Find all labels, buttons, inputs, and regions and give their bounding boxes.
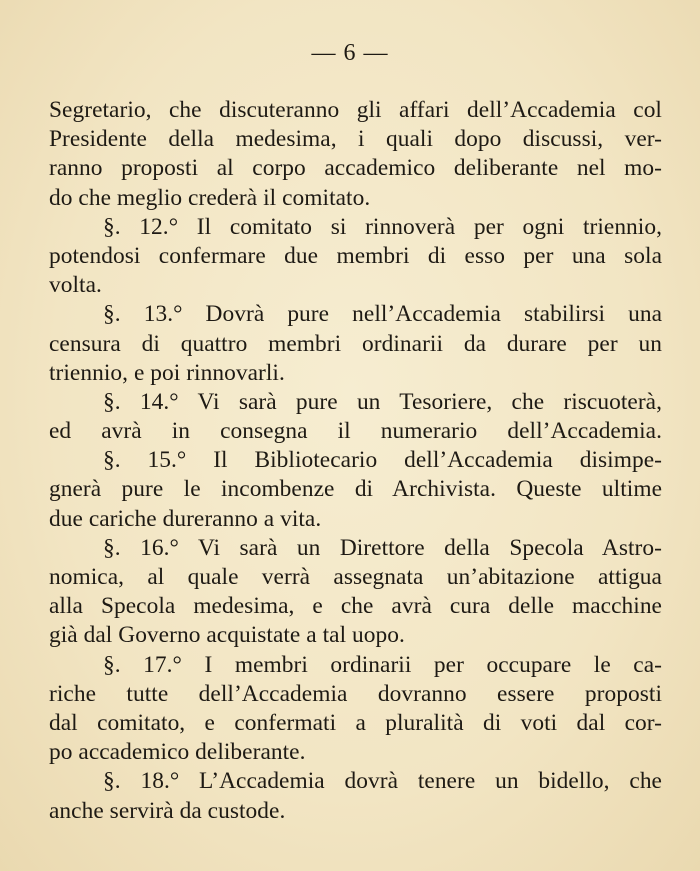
text-line: Segretario, che discuteranno gli affari dell’Accademia col xyxy=(49,97,662,123)
text-line: §. 14.° Vi sarà pure un Tesoriere, che riscuoterà, xyxy=(103,388,662,415)
text-line: nomica, al quale verrà assegnata un’abitazione attigua xyxy=(49,564,662,590)
text-line: §. 12.° Il comitato si rinnoverà per ogni triennio, xyxy=(103,213,662,240)
text-line: dal comitato, e confermati a pluralità di voti dal cor- xyxy=(49,709,662,736)
text-line: do che meglio crederà il comitato. xyxy=(49,184,371,211)
text-line: §. 15.° Il Bibliotecario dell’Accademia disimpe- xyxy=(103,447,662,474)
text-line: potendosi confermare due membri di esso per una sola xyxy=(49,242,662,269)
text-line: §. 18.° L’Accademia dovrà tenere un bidello, che xyxy=(103,768,662,795)
text-line: §. 16.° Vi sarà un Direttore della Specola Astro- xyxy=(103,534,662,561)
text-line: po accademico deliberante. xyxy=(49,739,306,766)
page-number: — 6 — xyxy=(311,40,389,66)
text-line: §. 17.° I membri ordinarii per occupare le ca- xyxy=(103,651,662,678)
text-line: gnerà pure le incombenze di Archivista. Queste ultime xyxy=(49,476,662,503)
text-line: ranno proposti al corpo accademico deliberante nel mo- xyxy=(49,155,662,182)
text-line: volta. xyxy=(49,272,102,299)
text-line: due cariche dureranno a vita. xyxy=(49,505,322,532)
text-line: anche servirà da custode. xyxy=(49,797,286,824)
text-line: triennio, e poi rinnovarli. xyxy=(49,359,285,386)
text-line: Presidente della medesima, i quali dopo discussi, ver- xyxy=(49,126,662,153)
text-line: §. 13.° Dovrà pure nell’Accademia stabilirsi una xyxy=(103,301,662,328)
text-line: alla Specola medesima, e che avrà cura delle macchine xyxy=(49,593,662,620)
text-line: riche tutte dell’Accademia dovranno essere proposti xyxy=(49,680,662,707)
body-text xyxy=(49,96,662,826)
text-line: già dal Governo acquistate a tal uopo. xyxy=(49,622,405,649)
text-line: censura di quattro membri ordinarii da durare per un xyxy=(49,330,662,357)
text-line: ed avrà in consegna il numerario dell’Accademia. xyxy=(49,418,662,445)
